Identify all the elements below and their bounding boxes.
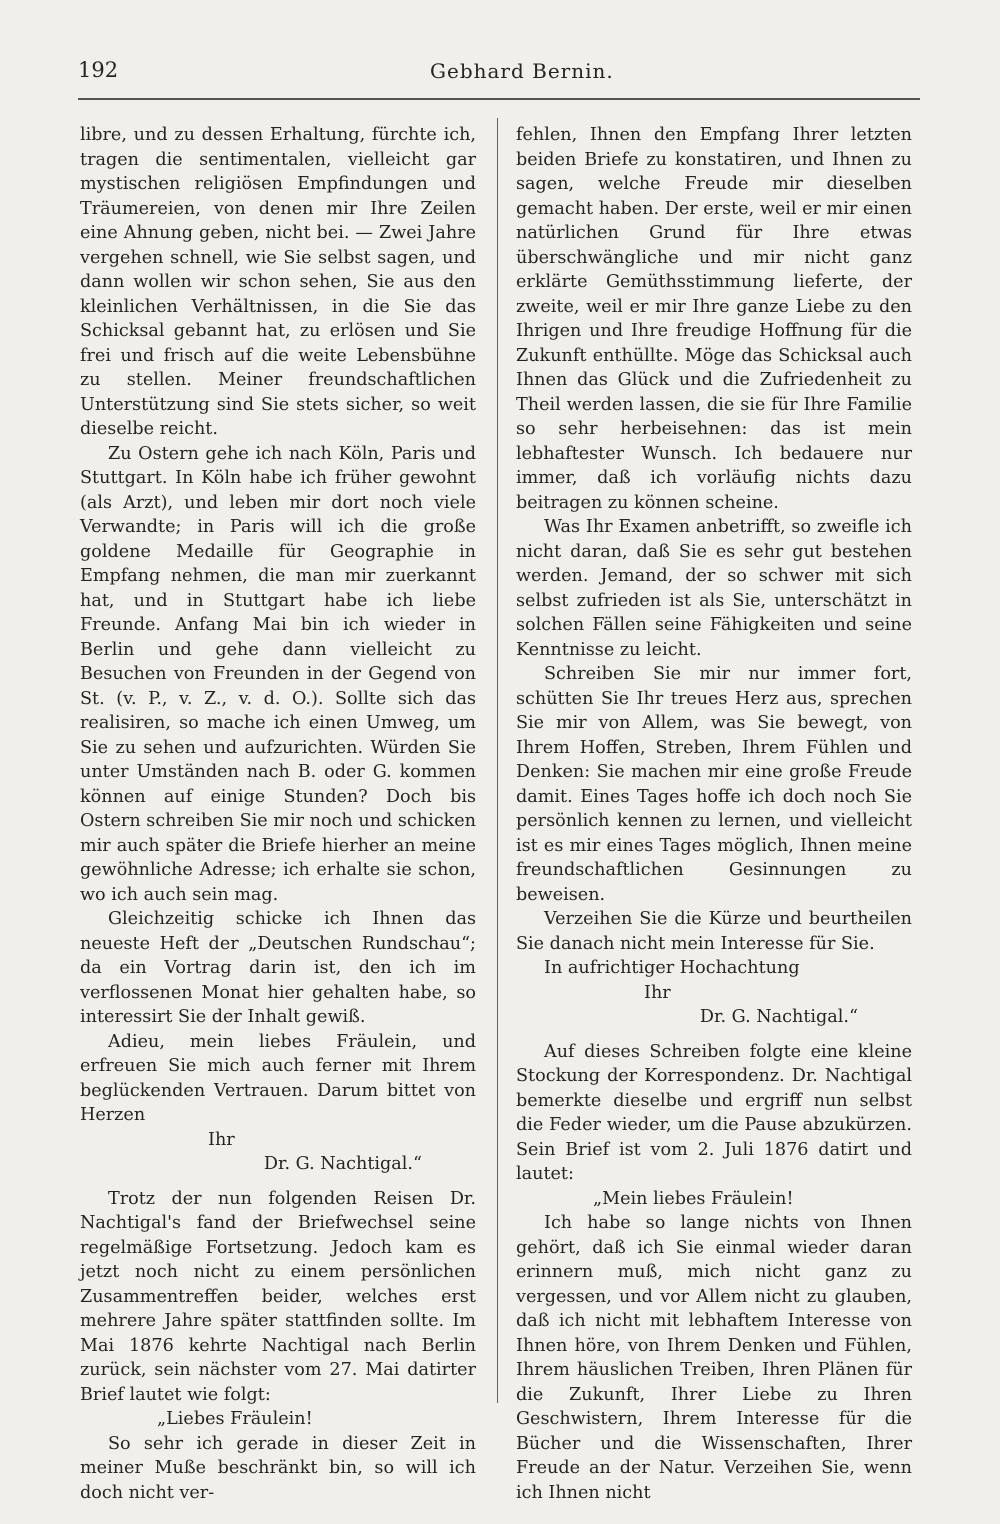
left-paragraph: Adieu, mein liebes Fräulein, und erfreuen Sie mich auch ferner mit Ihrem beglückenden Vertrauen. Darum bittet von Herzen <box>80 1031 476 1125</box>
right-paragraph: Was Ihr Examen anbetrifft, so zweifle ich nicht daran, daß Sie es sehr gut bestehen werden. Jemand, der so schwer mit sich selbst zufrieden ist als Sie, unterschätzt in solchen Fällen seine Fähigkeiten und seine Kenntnisse zu leicht. <box>516 517 912 660</box>
page-number: 192 <box>78 58 119 82</box>
letter-salutation: „Liebes Fräulein! <box>157 1409 313 1429</box>
left-paragraph: Zu Ostern gehe ich nach Köln, Paris und Stuttgart. In Köln habe ich früher gewohnt (als Arzt), und leben mir dort noch viele Verwandte; in Paris will ich die große goldene Medaille für Geographie in Empfang nehmen, die man mir zuerkannt hat, und in Stuttgart habe ich liebe Freunde. Anfang Mai bin ich wieder in Berlin und gehe dann vielleicht zu Besuchen von Freunden in der Gegend von St. (v. P., v. Z., v. d. O.). Sollte sich das realisiren, so mache ich einen Umweg, um Sie zu sehen und aufzurichten. Würden Sie unter Umständen nach B. oder G. kommen können auf einige Stunden? Doch bis Ostern schreiben Sie mir noch und schicken mir auch später die Briefe hierher an meine gewöhnliche Adresse; ich erhalte sie schon, wo ich auch sein mag. <box>80 443 476 905</box>
left-paragraph: Gleichzeitig schicke ich Ihnen das neueste Heft der „Deutschen Rundschau“; da ein Vortrag darin ist, den ich im verflossenen Monat hier gehalten habe, so interessirt Sie der Inhalt gewiß. <box>80 909 476 1027</box>
left-paragraph: libre, und zu dessen Erhaltung, fürchte ich, tragen die sentimentalen, vielleicht gar mystischen religiösen Empfindungen und Träumereien, von denen mir Ihre Zeilen eine Ahnung geben, nicht bei. — Zwei Jahre vergehen schnell, wie Sie selbst sagen, und dann wollen wir schon sehen, Sie aus den kleinlichen Verhältnissen, in die Sie das Schicksal gebannt hat, zu erlösen und Sie frei und frisch auf die weite Lebensbühne zu stellen. Meiner freundschaftlichen Unterstützung sind Sie stets sicher, so weit dieselbe reicht. <box>80 125 476 439</box>
right-paragraph: Ich habe so lange nichts von Ihnen gehört, daß ich Sie einmal wieder daran erinnern muß, mich nicht ganz zu vergessen, und vor Allem nicht zu glauben, daß ich nicht mit lebhaftem Interesse von Ihnen höre, von Ihrem Denken und Fühlen, Ihrem häuslichen Treiben, Ihren Plänen für die Zukunft, Ihrer Liebe zu Ihren Geschwistern, Ihrem Interesse für die Bücher und die Wissenschaften, Ihrer Freude an der Natur. Verzeihen Sie, wenn ich Ihnen nicht <box>516 1213 912 1503</box>
letter-closing-ihr: Ihr <box>208 1129 235 1150</box>
left-paragraph: So sehr ich gerade in dieser Zeit in meiner Muße beschränkt bin, so will ich doch nicht ver- <box>80 1433 476 1503</box>
right-paragraph: Verzeihen Sie die Kürze und beurtheilen Sie danach nicht mein Interesse für Sie. <box>516 909 912 954</box>
running-title: Gebhard Bernin. <box>430 59 614 83</box>
letter-closing: In aufrichtiger Hochachtung <box>544 958 800 978</box>
left-column <box>80 123 476 1505</box>
letter-signature: Dr. G. Nachtigal.“ <box>699 1007 858 1027</box>
letter-salutation: „Mein liebes Fräulein! <box>593 1188 794 1209</box>
right-paragraph: Auf dieses Schreiben folgte eine kleine Stockung der Korrespondenz. Dr. Nachtigal bemerkte dieselbe und ergriff nun selbst die Feder wieder, um die Pause abzukürzen. Sein Brief ist vom 2. Juli 1876 datirt und lautet: <box>516 1041 912 1184</box>
letter-signature: Dr. G. Nachtigal.“ <box>263 1154 422 1174</box>
header-rule <box>78 98 920 100</box>
left-paragraph: Trotz der nun folgenden Reisen Dr. Nachtigal's fand der Briefwechsel seine regelmäßige Fortsetzung. Jedoch kam es jetzt noch nicht zu einem persönlichen Zusammentreffen beider, welches erst mehrere Jahre später stattfinden sollte. Im Mai 1876 kehrte Nachtigal nach Berlin zurück, sein nächster vom 27. Mai datirter Brief lautet wie folgt: <box>80 1188 476 1405</box>
column-divider <box>497 118 498 1403</box>
right-paragraph: fehlen, Ihnen den Empfang Ihrer letzten beiden Briefe zu konstatiren, und Ihnen zu sagen, welche Freude mir dieselben gemacht haben. Der erste, weil er mir einen natürlichen Grund für Ihre etwas überschwängliche und mir nicht ganz erklärte Gemüthsstimmung lieferte, der zweite, weil er mir Ihre ganze Liebe zu den Ihrigen und Ihre freudige Hoffnung für die Zukunft enthüllte. Möge das Schicksal auch Ihnen das Glück und die Zufriedenheit zu Theil werden lassen, die sie für Ihre Familie so sehr herbeisehnen: das ist mein lebhaftester Wunsch. Ich bedauere nur immer, daß ich vorläufig nichts dazu beitragen zu können scheine. <box>516 125 912 513</box>
letter-closing-ihr: Ihr <box>644 982 671 1003</box>
page-header <box>78 58 920 94</box>
right-column <box>516 123 912 1505</box>
right-paragraph: Schreiben Sie mir nur immer fort, schütten Sie Ihr treues Herz aus, sprechen Sie mir von Allem, was Sie bewegt, von Ihrem Hoffen, Streben, Ihrem Fühlen und Denken: Sie machen mir eine große Freude damit. Eines Tages hoffe ich doch noch Sie persönlich kennen zu lernen, und vielleicht ist es mir eines Tages möglich, Ihnen meine freundschaftlichen Gesinnungen zu beweisen. <box>516 664 912 905</box>
